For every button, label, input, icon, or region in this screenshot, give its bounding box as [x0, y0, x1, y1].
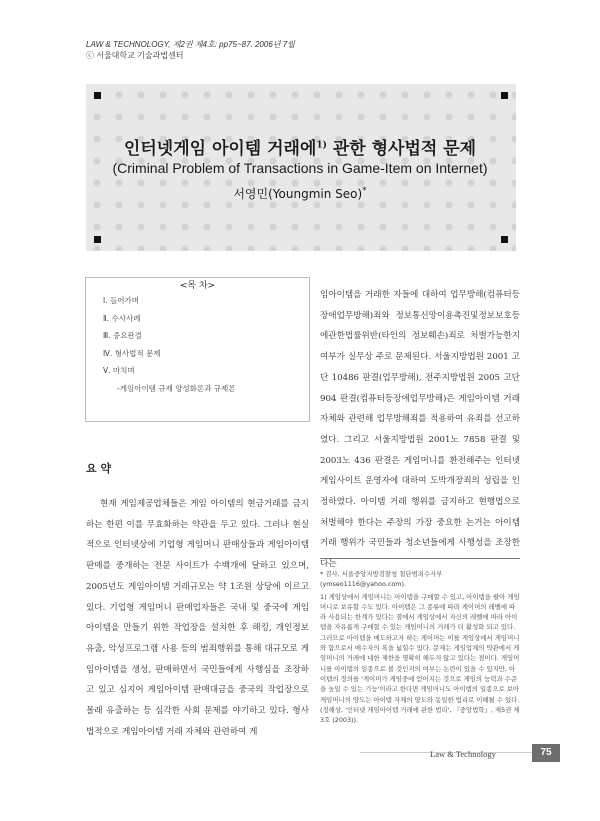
corner-mark-bottom-left	[94, 236, 101, 243]
footnote-author: * 검사, 서울중앙지방검찰청 첨단범죄수사부 (ymseo1116@yahoo.com).	[320, 570, 443, 589]
corner-mark-top-right	[501, 92, 508, 99]
footer-journal-name: Law & Technology	[430, 749, 496, 759]
footnote-1: 1) 게임상에서 게임머니는 아이템을 구매할 수 있고, 아이템을 팔아 게임머니로 보유할 수도 있다. 아이템은 그 종류에 따라 게이머의 레벨에 따라 사용되는 한계가 있다는 점에서 게임상에서 자신의 레벨에 따라 아이템을 자유롭게 구매할 수 있는 게임머니의 거래가 더 활성화 되고 있다. 그러므로 아이템을 매도하고자 하는 게이머는 이를 게임상에서 게임머니와 함으로서 매수자의 폭을 넓힐수 있다. 문제는 게임업체의 약관에서 게임머니의 거래에 대한 제한을 명확히 해두지 않고 있다는 점이다. 게임머니를 아이템의 일종으로 볼 것인지의 여부는 논란이 있을 수 있지만, 아이템의 정의를 '게이머가 게임중에 얻어지는 것으로 게임의 능력과 수준을 높일 수 있는 기능'이라고 한다면 게임머니도 아이템의 일종으로 보아 게임머니의 양도는 아이템 자체의 양도와 동일한 법리로 이해될 수 있다.(정해상, '인터넷 게임아이템 거래에 관한 법리', 『중앙법학』, 제5권 제3호 (2003)).	[320, 592, 520, 725]
author-footnote-mark: *	[362, 186, 367, 196]
toc-item: Ⅴ. 마치며	[103, 366, 135, 375]
abstract-text-left-column	[86, 494, 309, 742]
toc-item: Ⅰ. 들어가며	[103, 296, 139, 305]
toc-item: Ⅲ. 중요판결	[103, 331, 142, 340]
toc-item: Ⅳ. 형사법적 문제	[103, 348, 161, 358]
title-english: (Criminal Problem of Transactions in Game-Item on Internet)	[112, 160, 488, 176]
author-name: 서영민(Youngmin Seo)	[233, 187, 363, 201]
abstract-text-right-column	[320, 285, 520, 575]
title-korean	[0, 134, 600, 159]
toc-item: Ⅱ. 수사사례	[103, 313, 141, 323]
title-korean-suffix: 관한 형사법적 문제	[326, 139, 477, 159]
abstract-paragraph: 현재 게임제공업체들은 게임 아이템의 현금거래를 금지하는 한편 이를 무효화하는 약관을 두고 있다. 그러나 현실적으로 인터넷상에 기업형 게임머니 판매상들과 게임아이템 판매를 중개하는 전문 사이트가 수백개에 달하고 있으며, 2005년도 게임아이템 거래규모는 약 1조원 상당에 이르고 있다. 기업형 게임머니 판매업자들은 국내 및 중국에 게임 아이템을 만들기 위한 작업장을 설치한 후 해킹, 개인정보 유출, 악성프로그램 사용 등의 범죄행위를 통해 대규모로 게임아이템을 생성, 판매하면서 국민들에게 사행심을 조장하고 있고 심지어 게임아이템 판매대금을 중국의 작업장으로 몰래 유출하는 등 심각한 사회 문제를 야기하고 있다. 형사법적으로 게임아이템 거래 자체와 관련하여 게	[86, 499, 309, 737]
toc-list	[103, 292, 236, 397]
publisher-line: ⓒ 서울대학교 기술과법센터	[86, 51, 184, 60]
toc-subitem: -게임아이템 규제 양성화론과 규제론	[117, 383, 236, 393]
journal-citation: LAW & TECHNOLOGY, 제2권 제4호: pp75~87. 2006년 7월	[86, 40, 295, 49]
page-number: 75	[532, 744, 560, 762]
abstract-paragraph-continued: 임아이템을 거래한 자들에 대하여 업무방해(컴퓨터등 장애업무방해)죄와 정보통신망이용촉진및정보보호등에관한법률위반(타인의 정보훼손)죄로 처벌가능한지 여부가 실무상 주로 문제된다. 서울지방법원 2001 고단 10486 판결(업무방해), 전주지방법원 2005 고단 904 판결(컴퓨터등장애업무방해)은 게임아이템 거래자체와 관련해 업무방해죄를 적용하여 유죄를 선고하였다. 그리고 서울지방법원 2001노 7858 판결 및 2003노 436 판결은 게임머니를 환전해주는 인터넷 게임사이트 운영자에 대하여 도박개장죄의 성립을 인정하였다. 아이템 거래 행위를 금지하고 현행법으로 처벌해야 한다는 주장의 가장 중요한 논거는 아이템 거래 행위가 국민들과 청소년들에게 사행성을 조장한다는	[320, 290, 520, 570]
abstract-heading: 요 약	[86, 462, 112, 475]
footnotes	[320, 569, 520, 727]
title-korean-main: 인터넷게임 아이템 거래에	[123, 139, 317, 159]
corner-mark-bottom-right	[501, 236, 508, 243]
corner-mark-top-left	[94, 92, 101, 99]
title-footnote-mark: 1)	[316, 140, 327, 151]
author-line	[0, 185, 600, 202]
toc-title: <목 차>	[179, 281, 216, 291]
footnote-divider	[320, 558, 520, 559]
